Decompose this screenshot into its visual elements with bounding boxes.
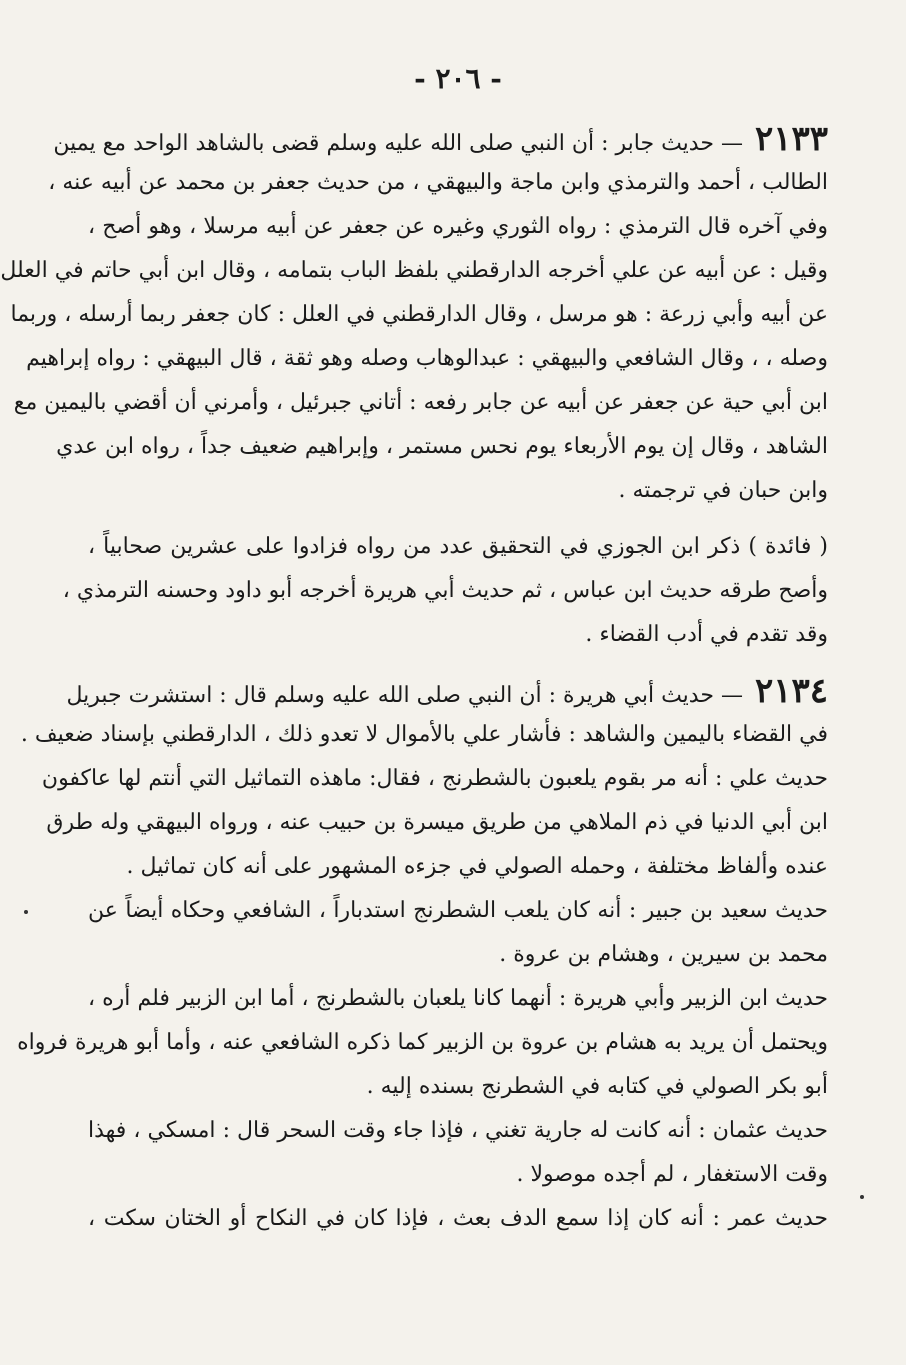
- hadith-ali: [41, 757, 828, 889]
- text-line: ابن أبي الدنيا في ذم الملاهي من طريق ميسرة بن حبيب عنه ، ورواه البيهقي وله طرق: [46, 810, 828, 835]
- entry-2134: [20, 669, 828, 757]
- entry-number: ٢١٣٤: [754, 671, 828, 711]
- hadith-saeed: [88, 889, 828, 977]
- text-line: وصله ، ، وقال الشافعي والبيهقي : عبدالوهاب وصله وهو ثقة ، قال البيهقي : رواه إبراهيم: [26, 346, 828, 371]
- text-line: [66, 669, 828, 713]
- text-line: وابن حبان في ترجمته .: [618, 478, 828, 503]
- text-line: حديث عمر : أنه كان إذا سمع الدف بعث ، فإذا كان في النكاح أو الختان سكت ،: [88, 1206, 828, 1231]
- text-line: الشاهد ، وقال إن يوم الأربعاء يوم نحس مستمر ، وإبراهيم ضعيف جداً ، رواه ابن عدي: [56, 434, 828, 459]
- text-line: في القضاء باليمين والشاهد : فأشار علي بالأموال لا تعدو ذلك ، الدارقطني بإسناد ضعيف .: [20, 722, 828, 747]
- text-line: عنده وألفاظ مختلفة ، وحمله الصولي في جزءه المشهور على أنه كان تماثيل .: [126, 854, 828, 879]
- benefit-note: [62, 525, 828, 657]
- scan-speck: [860, 1195, 864, 1199]
- text-line: [53, 117, 828, 161]
- text-line: وقت الاستغفار ، لم أجده موصولا .: [516, 1162, 828, 1187]
- hadith-umar: [88, 1197, 828, 1241]
- text-line: وقد تقدم في أدب القضاء .: [585, 622, 828, 647]
- page-number: - ٢٠٦ -: [414, 62, 502, 95]
- text-line: حديث عثمان : أنه كانت له جارية تغني ، فإذا جاء وقت السحر قال : امسكي ، فهذا: [88, 1118, 828, 1143]
- text-line: عن أبيه وأبي زرعة : هو مرسل ، وقال الدارقطني في العلل : كان جعفر ربما أرسله ، وربما: [10, 302, 828, 327]
- text-line: حديث سعيد بن جبير : أنه كان يلعب الشطرنج استدباراً ، الشافعي وحكاه أيضاً عن: [88, 898, 828, 923]
- text-line: وفي آخره قال الترمذي : رواه الثوري وغيره عن جعفر عن أبيه مرسلا ، وهو أصح ،: [88, 214, 828, 239]
- text-line: محمد بن سيرين ، وهشام بن عروة .: [499, 942, 828, 967]
- text-line: وأصح طرقه حديث ابن عباس ، ثم حديث أبي هريرة أخرجه أبو داود وحسنه الترمذي ،: [62, 578, 828, 603]
- text-line: ( فائدة ) ذكر ابن الجوزي في التحقيق عدد من رواه فزادوا على عشرين صحابياً ،: [88, 534, 828, 559]
- text-line-content: — حديث جابر : أن النبي صلى الله عليه وسلم قضى بالشاهد الواحد مع يمين: [53, 131, 743, 156]
- text-line: ويحتمل أن يريد به هشام بن عروة بن الزبير كما ذكره الشافعي عنه ، وأما أبو هريرة فرواه: [17, 1030, 828, 1055]
- entry-number: ٢١٣٣: [754, 119, 828, 159]
- text-line: الطالب ، أحمد والترمذي وابن ماجة والبيهقي ، من حديث جعفر بن محمد عن أبيه عنه ،: [48, 170, 828, 195]
- entry-2133: [0, 117, 828, 513]
- hadith-zubair: [17, 977, 828, 1109]
- text-line: وقيل : عن أبيه عن علي أخرجه الدارقطني بلفظ الباب بتمامه ، وقال ابن أبي حاتم في العلل: [0, 258, 828, 283]
- text-line: ابن أبي حية عن جعفر عن أبيه عن جابر رفعه : أتاني جبرئيل ، وأمرني أن أقضي باليمين مع: [13, 390, 828, 415]
- hadith-uthman: [88, 1109, 828, 1197]
- text-line: حديث علي : أنه مر بقوم يلعبون بالشطرنج ، فقال: ماهذه التماثيل التي أنتم لها عاكفون: [41, 766, 828, 791]
- text-line: أبو بكر الصولي في كتابه في الشطرنج بسنده إليه .: [366, 1074, 828, 1099]
- text-line: حديث ابن الزبير وأبي هريرة : أنهما كانا يلعبان بالشطرنج ، أما ابن الزبير فلم أره ،: [88, 986, 828, 1011]
- text-line-content: — حديث أبي هريرة : أن النبي صلى الله عليه وسلم قال : استشرت جبريل: [66, 683, 743, 708]
- scan-speck: [24, 910, 28, 914]
